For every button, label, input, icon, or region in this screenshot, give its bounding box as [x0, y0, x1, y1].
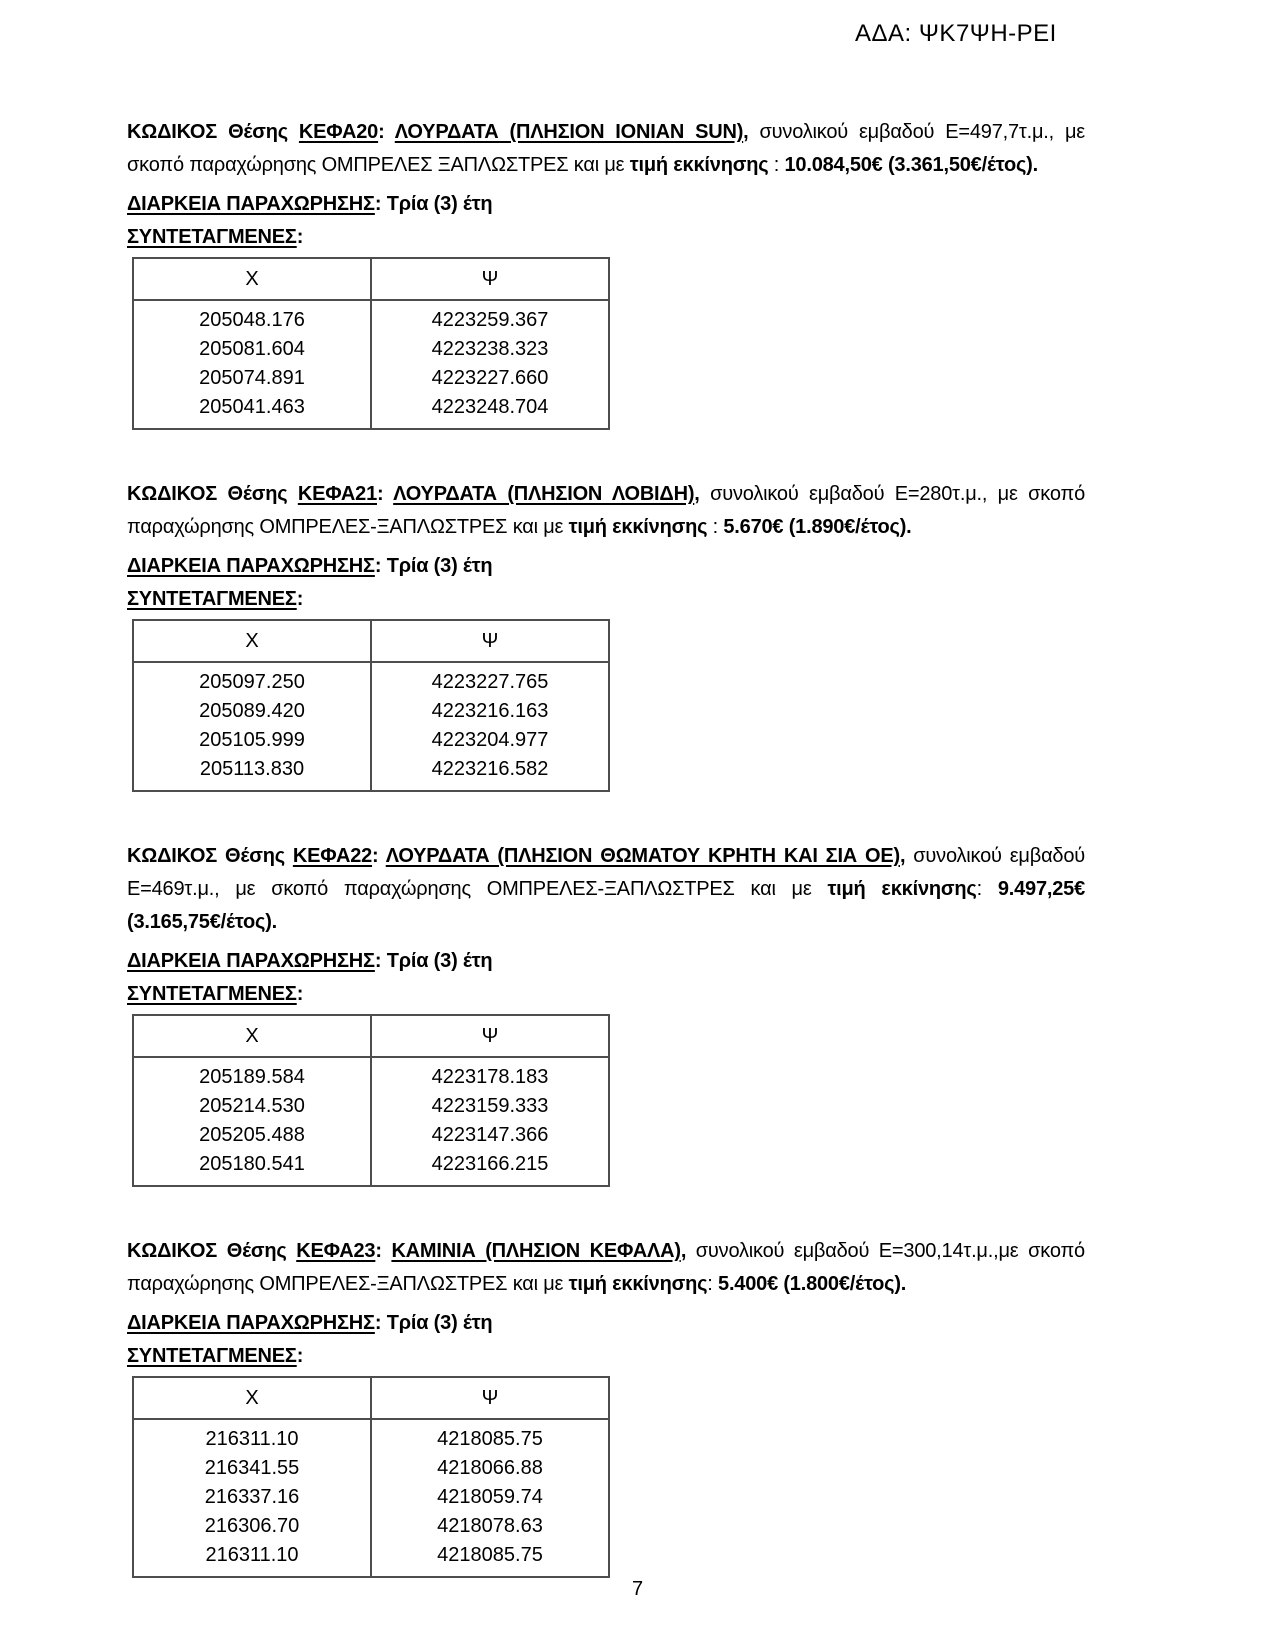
- duration-line: [127, 550, 1085, 583]
- title-comma: ,: [899, 845, 914, 867]
- table-row: [133, 393, 609, 429]
- coordinates-table-head: [133, 1015, 609, 1057]
- coordinates-colon: :: [296, 983, 304, 1005]
- site-title: ΚΑΜΙΝΙΑ (ΠΛΗΣΙΟΝ ΚΕΦΑΛΑ): [391, 1240, 681, 1262]
- duration-value: Τρία (3) έτη: [386, 193, 493, 215]
- table-row: [133, 1057, 609, 1092]
- coord-x-cell: 205113.830: [133, 755, 371, 791]
- duration-label: ΔΙΑΡΚΕΙΑ ΠΑΡΑΧΩΡΗΣΗΣ: [127, 1312, 375, 1334]
- duration-value: Τρία (3) έτη: [386, 950, 493, 972]
- coord-x-cell: 205180.541: [133, 1150, 371, 1186]
- page-number: 7: [631, 1578, 644, 1600]
- ada-stamp: ΑΔΑ: ΨΚ7ΨΗ-ΡΕΙ: [855, 20, 1057, 47]
- coordinates-table-head: [133, 1377, 609, 1419]
- table-row: [133, 1419, 609, 1454]
- table-row: [133, 1541, 609, 1577]
- intro-paragraph: [127, 1235, 1085, 1301]
- duration-line: [127, 188, 1085, 221]
- coordinates-table-body: [133, 1057, 609, 1186]
- intro-paragraph: [127, 840, 1085, 939]
- price-label: τιμή εκκίνησης: [827, 878, 977, 900]
- coord-psi-cell: 4223166.215: [431, 1153, 549, 1175]
- code-prefix: ΚΩΔΙΚΟΣ Θέσης: [127, 483, 298, 505]
- coordinates-table-body: [133, 300, 609, 429]
- coordinates-colon: :: [296, 1345, 304, 1367]
- duration-value: Τρία (3) έτη: [386, 555, 493, 577]
- coordinates-label: ΣΥΝΤΕΤΑΓΜΕΝΕΣ: [127, 588, 297, 610]
- concession-section: [127, 840, 1085, 1187]
- coord-psi-cell: 4223204.977: [431, 729, 549, 751]
- coord-psi-cell: 4223159.333: [431, 1095, 549, 1117]
- duration-colon: :: [374, 193, 387, 215]
- code-colon: :: [375, 1240, 392, 1262]
- duration-label: ΔΙΑΡΚΕΙΑ ΠΑΡΑΧΩΡΗΣΗΣ: [127, 555, 375, 577]
- code-prefix: ΚΩΔΙΚΟΣ Θέσης: [127, 1240, 297, 1262]
- table-row: [133, 300, 609, 335]
- coord-x-cell: 216341.55: [133, 1454, 371, 1483]
- table-row: [133, 1121, 609, 1150]
- document-content: [127, 116, 1085, 1626]
- duration-line: [127, 945, 1085, 978]
- coordinates-table: [132, 257, 610, 430]
- coord-psi-cell: 4223216.582: [431, 758, 549, 780]
- code-label: ΚΕΦΑ23: [296, 1240, 376, 1262]
- coordinates-label: ΣΥΝΤΕΤΑΓΜΕΝΕΣ: [127, 226, 297, 248]
- duration-label: ΔΙΑΡΚΕΙΑ ΠΑΡΑΧΩΡΗΣΗΣ: [127, 193, 375, 215]
- concession-section: [127, 478, 1085, 792]
- table-header-x: Χ: [133, 1377, 371, 1419]
- coord-x-cell: 205048.176: [133, 300, 371, 335]
- coord-x-cell: 216311.10: [133, 1419, 371, 1454]
- coord-psi-cell: 4218066.88: [437, 1457, 543, 1479]
- intro-body: συνολικού εμβαδού Ε=280τ.μ., με σκοπό παραχώρησης ΟΜΠΡΕΛΕΣ-ΞΑΠΛΩΣΤΡΕΣ και με: [127, 483, 1085, 538]
- table-row: [133, 335, 609, 364]
- coord-psi-cell: 4223259.367: [431, 309, 549, 331]
- coordinates-line: [127, 221, 1085, 254]
- coord-x-cell: 205105.999: [133, 726, 371, 755]
- coord-x-cell: 205189.584: [133, 1057, 371, 1092]
- coordinates-label: ΣΥΝΤΕΤΑΓΜΕΝΕΣ: [127, 983, 297, 1005]
- coord-x-cell: 205214.530: [133, 1092, 371, 1121]
- coord-x-cell: 205089.420: [133, 697, 371, 726]
- coord-psi-cell: 4223178.183: [431, 1066, 549, 1088]
- code-colon: :: [372, 845, 386, 867]
- table-row: [133, 662, 609, 697]
- price-separator: :: [707, 1273, 719, 1295]
- table-row: [133, 1092, 609, 1121]
- coordinates-table-body: [133, 1419, 609, 1577]
- table-row: [133, 697, 609, 726]
- coordinates-table-head: [133, 620, 609, 662]
- intro-body: συνολικού εμβαδού Ε=300,14τ.μ.,με σκοπό παραχώρησης ΟΜΠΡΕΛΕΣ-ΞΑΠΛΩΣΤΡΕΣ και με: [127, 1240, 1085, 1295]
- table-header-psi: Ψ: [371, 1377, 609, 1419]
- coord-x-cell: 205081.604: [133, 335, 371, 364]
- code-colon: :: [377, 483, 394, 505]
- table-row: [133, 726, 609, 755]
- coordinates-line: [127, 978, 1085, 1011]
- code-label: ΚΕΦΑ22: [292, 845, 373, 867]
- coord-x-cell: 216311.10: [133, 1541, 371, 1577]
- coord-x-cell: 205074.891: [133, 364, 371, 393]
- coord-x-cell: 216306.70: [133, 1512, 371, 1541]
- site-title: ΛΟΥΡΔΑΤΑ (ΠΛΗΣΙΟΝ ΛΟΒΙΔΗ): [393, 483, 695, 505]
- price-value: 5.670€ (1.890€/έτος).: [723, 516, 912, 538]
- coord-psi-cell: 4223147.366: [431, 1124, 549, 1146]
- table-header-row: [133, 258, 609, 300]
- concession-section: [127, 1235, 1085, 1578]
- intro-body: συνολικού εμβαδού Ε=497,7τ.μ., με σκοπό παραχώρησης ΟΜΠΡΕΛΕΣ ΞΑΠΛΩΣΤΡΕΣ και με: [127, 121, 1086, 176]
- code-prefix: ΚΩΔΙΚΟΣ Θέσης: [127, 845, 293, 867]
- site-title: ΛΟΥΡΔΑΤΑ (ΠΛΗΣΙΟΝ IONIAN SUN): [394, 121, 744, 143]
- coord-psi-cell: 4218085.75: [437, 1544, 543, 1566]
- title-comma: ,: [743, 121, 760, 143]
- intro-paragraph: [127, 478, 1085, 544]
- coord-psi-cell: 4223216.163: [431, 700, 549, 722]
- price-value: 5.400€ (1.800€/έτος).: [718, 1273, 907, 1295]
- coordinates-table: [132, 1376, 610, 1578]
- coord-psi-cell: 4218078.63: [437, 1515, 543, 1537]
- coordinates-table-head: [133, 258, 609, 300]
- code-colon: :: [378, 121, 395, 143]
- table-header-x: Χ: [133, 620, 371, 662]
- price-value: 10.084,50€ (3.361,50€/έτος).: [784, 154, 1038, 176]
- coord-x-cell: 205097.250: [133, 662, 371, 697]
- table-header-x: Χ: [133, 258, 371, 300]
- table-row: [133, 1512, 609, 1541]
- coord-x-cell: 216337.16: [133, 1483, 371, 1512]
- table-header-row: [133, 1015, 609, 1057]
- coord-psi-cell: 4218085.75: [437, 1428, 543, 1450]
- duration-colon: :: [374, 555, 387, 577]
- table-header-row: [133, 1377, 609, 1419]
- table-header-psi: Ψ: [371, 1015, 609, 1057]
- duration-colon: :: [374, 1312, 387, 1334]
- intro-body: συνολικού εμβαδού Ε=469τ.μ., με σκοπό παραχώρησης ΟΜΠΡΕΛΕΣ-ΞΑΠΛΩΣΤΡΕΣ και με: [127, 845, 1086, 900]
- price-separator: :: [768, 154, 785, 176]
- coordinates-line: [127, 1340, 1085, 1373]
- price-separator: :: [707, 516, 724, 538]
- price-label: τιμή εκκίνησης: [568, 516, 708, 538]
- coordinates-table-body: [133, 662, 609, 791]
- site-title: ΛΟΥΡΔΑΤΑ (ΠΛΗΣΙΟΝ ΘΩΜΑΤΟΥ ΚΡΗΤΗ ΚΑΙ ΣΙΑ ΟΕ): [385, 845, 900, 867]
- coordinates-line: [127, 583, 1085, 616]
- coordinates-label: ΣΥΝΤΕΤΑΓΜΕΝΕΣ: [127, 1345, 297, 1367]
- price-label: τιμή εκκίνησης: [568, 1273, 708, 1295]
- coord-psi-cell: 4223227.660: [431, 367, 549, 389]
- coordinates-colon: :: [296, 226, 304, 248]
- code-prefix: ΚΩΔΙΚΟΣ Θέσης: [127, 121, 299, 143]
- coord-psi-cell: 4223238.323: [431, 338, 549, 360]
- table-row: [133, 755, 609, 791]
- table-row: [133, 364, 609, 393]
- intro-paragraph: [127, 116, 1085, 182]
- coordinates-colon: :: [296, 588, 304, 610]
- title-comma: ,: [680, 1240, 696, 1262]
- coordinates-table: [132, 619, 610, 792]
- coord-x-cell: 205205.488: [133, 1121, 371, 1150]
- coord-psi-cell: 4223227.765: [431, 671, 549, 693]
- table-header-psi: Ψ: [371, 620, 609, 662]
- table-row: [133, 1483, 609, 1512]
- coordinates-table: [132, 1014, 610, 1187]
- code-label: ΚΕΦΑ20: [298, 121, 379, 143]
- duration-colon: :: [374, 950, 387, 972]
- price-label: τιμή εκκίνησης: [629, 154, 769, 176]
- duration-line: [127, 1307, 1085, 1340]
- table-row: [133, 1150, 609, 1186]
- table-header-psi: Ψ: [371, 258, 609, 300]
- price-value: 9.497,25€ (3.165,75€/έτος).: [127, 878, 1085, 933]
- table-row: [133, 1454, 609, 1483]
- price-separator: :: [976, 878, 998, 900]
- coord-psi-cell: 4223248.704: [431, 396, 549, 418]
- duration-label: ΔΙΑΡΚΕΙΑ ΠΑΡΑΧΩΡΗΣΗΣ: [127, 950, 375, 972]
- code-label: ΚΕΦΑ21: [297, 483, 377, 505]
- concession-section: [127, 116, 1085, 430]
- coord-x-cell: 205041.463: [133, 393, 371, 429]
- coord-psi-cell: 4218059.74: [437, 1486, 543, 1508]
- title-comma: ,: [694, 483, 711, 505]
- table-header-row: [133, 620, 609, 662]
- duration-value: Τρία (3) έτη: [386, 1312, 493, 1334]
- table-header-x: Χ: [133, 1015, 371, 1057]
